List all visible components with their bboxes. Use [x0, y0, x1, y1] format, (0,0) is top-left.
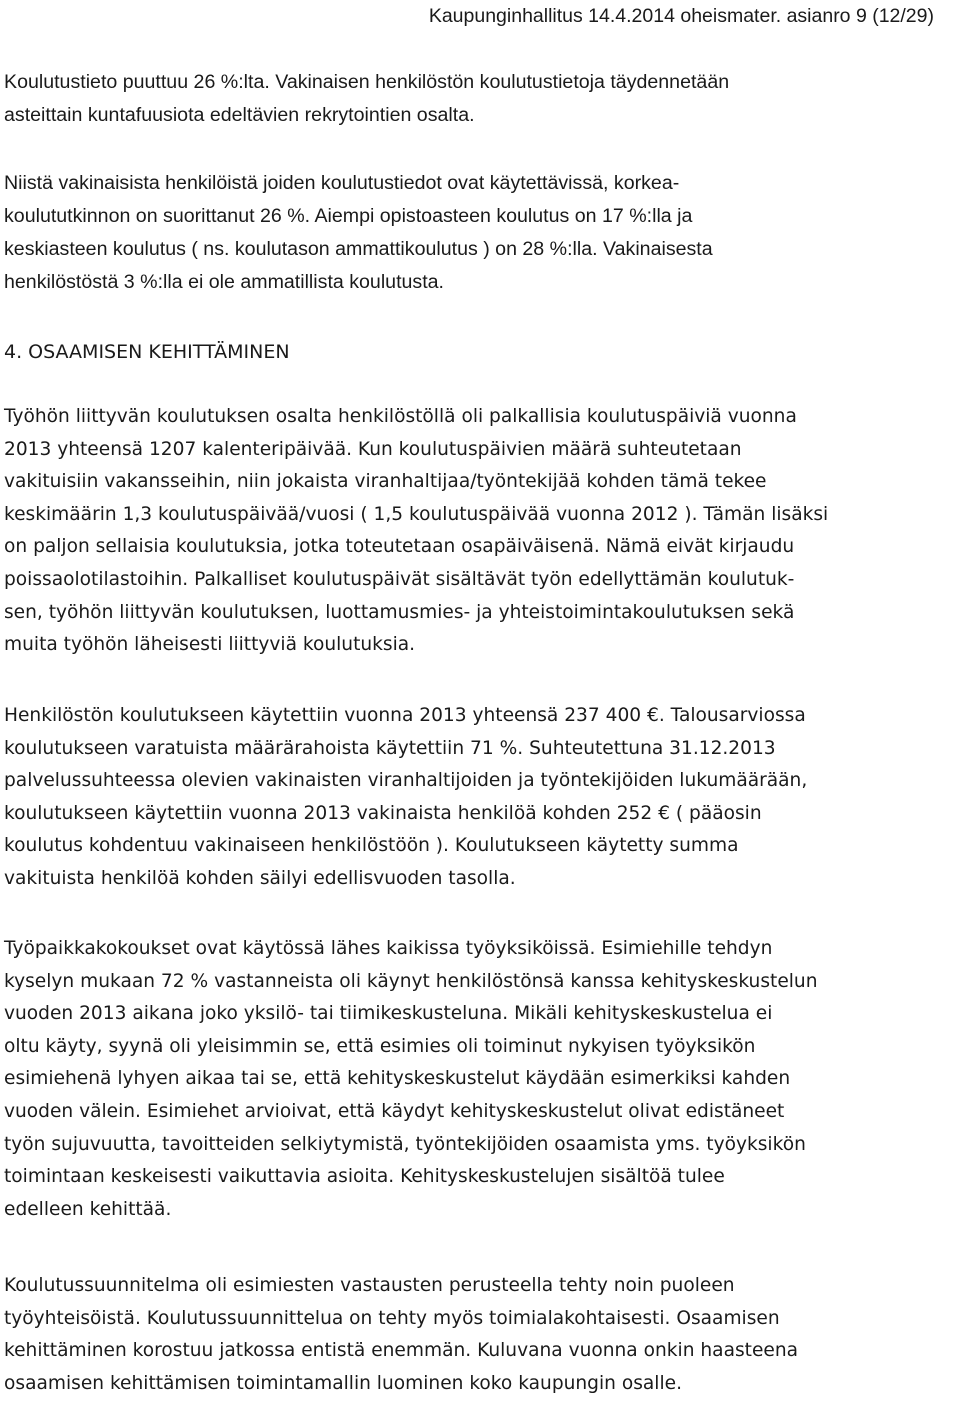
- paragraph-training-costs: [4, 700, 956, 896]
- text-line: koulututkinnon on suorittanut 26 %. Aiempi opistoasteen koulutus on 17 %:lla ja: [4, 205, 693, 227]
- text-line: työyhteisöistä. Koulutussuunnittelua on tehty myös toimialakohtaisesti. Osaamisen: [4, 1307, 780, 1329]
- page-header: Kaupunginhallitus 14.4.2014 oheismater. asianro 9 (12/29): [428, 5, 934, 27]
- text-line: koulutukseen käytettiin vuonna 2013 vakinaista henkilöä kohden 252 € ( pääosin: [4, 802, 762, 824]
- text-line: 2013 yhteensä 1207 kalenteripäivää. Kun koulutuspäivien määrä suhteutetaan: [4, 438, 742, 460]
- text-line: kyselyn mukaan 72 % vastanneista oli käynyt henkilöstönsä kanssa kehityskeskustelun: [4, 970, 818, 992]
- section-heading: 4. OSAAMISEN KEHITTÄMINEN: [4, 341, 290, 363]
- text-line: sen, työhön liittyvän koulutuksen, luottamusmies- ja yhteistoimintakoulutuksen sekä: [4, 601, 795, 623]
- paragraph-education-missing: [4, 66, 956, 132]
- text-line: esimiehenä lyhyen aikaa tai se, että kehityskeskustelut käydään esimerkiksi kahden: [4, 1068, 791, 1090]
- text-line: vakituisiin vakansseihin, niin jokaista viranhaltijaa/työntekijää kohden tämä tekee: [4, 471, 767, 493]
- text-line: keskiasteen koulutus ( ns. koulutason ammattikoulutus ) on 28 %:lla. Vakinaisesta: [4, 238, 713, 260]
- text-line: koulutukseen varatuista määrärahoista käytettiin 71 %. Suhteutettuna 31.12.2013: [4, 737, 776, 759]
- text-line: vuoden välein. Esimiehet arvioivat, että käydyt kehityskeskustelut olivat edistäneet: [4, 1100, 785, 1122]
- text-line: Työhön liittyvän koulutuksen osalta henkilöstöllä oli palkallisia koulutuspäiviä vuonna: [4, 406, 797, 427]
- text-line: poissaolotilastoihin. Palkalliset koulutuspäivät sisältävät työn edellyttämän koulutuk-: [4, 568, 795, 590]
- paragraph-development-discussions: [4, 933, 956, 1226]
- text-line: keskimäärin 1,3 koulutuspäivää/vuosi ( 1,5 koulutuspäivää vuonna 2012 ). Tämän lisäksi: [4, 503, 829, 525]
- text-line: asteittain kuntafuusiota edeltävien rekrytointien osalta.: [4, 104, 475, 126]
- text-line: Työpaikkakokoukset ovat käytössä lähes kaikissa työyksiköissä. Esimiehille tehdyn: [4, 938, 773, 959]
- text-line: edelleen kehittää.: [4, 1198, 172, 1220]
- text-line: muita työhön läheisesti liittyviä koulutuksia.: [4, 634, 416, 656]
- text-line: henkilöstöstä 3 %:lla ei ole ammatillista koulutusta.: [4, 271, 444, 293]
- text-line: on paljon sellaisia koulutuksia, jotka toteutetaan osapäiväisenä. Nämä eivät kirjaudu: [4, 536, 795, 558]
- text-line: oltu käyty, syynä oli yleisimmin se, että esimies oli toiminut nykyisen työyksikön: [4, 1035, 756, 1057]
- text-line: koulutus kohdentuu vakinaiseen henkilöstöön ). Koulutukseen käytetty summa: [4, 835, 739, 857]
- text-line: toimintaan keskeisesti vaikuttavia asioita. Kehityskeskustelujen sisältöä tulee: [4, 1166, 725, 1188]
- text-line: palvelussuhteessa olevien vakinaisten viranhaltijoiden ja työntekijöiden lukumäärään,: [4, 770, 808, 792]
- paragraph-education-levels: [4, 167, 956, 299]
- text-line: vuoden 2013 aikana joko yksilö- tai tiimikeskusteluna. Mikäli kehityskeskustelua ei: [4, 1003, 773, 1025]
- text-line: osaamisen kehittämisen toimintamallin luominen koko kaupungin osalle.: [4, 1372, 682, 1394]
- text-line: Henkilöstön koulutukseen käytettiin vuonna 2013 yhteensä 237 400 €. Talousarviossa: [4, 705, 806, 726]
- text-line: vakituista henkilöä kohden säilyi edellisvuoden tasolla.: [4, 867, 516, 889]
- text-line: Niistä vakinaisista henkilöistä joiden koulutustiedot ovat käytettävissä, korkea-: [4, 172, 680, 194]
- text-line: Koulutussuunnitelma oli esimiesten vastausten perusteella tehty noin puoleen: [4, 1275, 735, 1296]
- text-line: kehittäminen korostuu jatkossa entistä enemmän. Kuluvana vuonna onkin haasteena: [4, 1340, 799, 1362]
- paragraph-training-days: [4, 401, 956, 662]
- text-line: Koulutustieto puuttuu 26 %:lta. Vakinaisen henkilöstön koulutustietoja täydennetään: [4, 71, 730, 93]
- paragraph-training-plan: [4, 1270, 956, 1400]
- text-line: työn sujuvuutta, tavoitteiden selkiytymistä, työntekijöiden osaamista yms. työyksikön: [4, 1133, 806, 1155]
